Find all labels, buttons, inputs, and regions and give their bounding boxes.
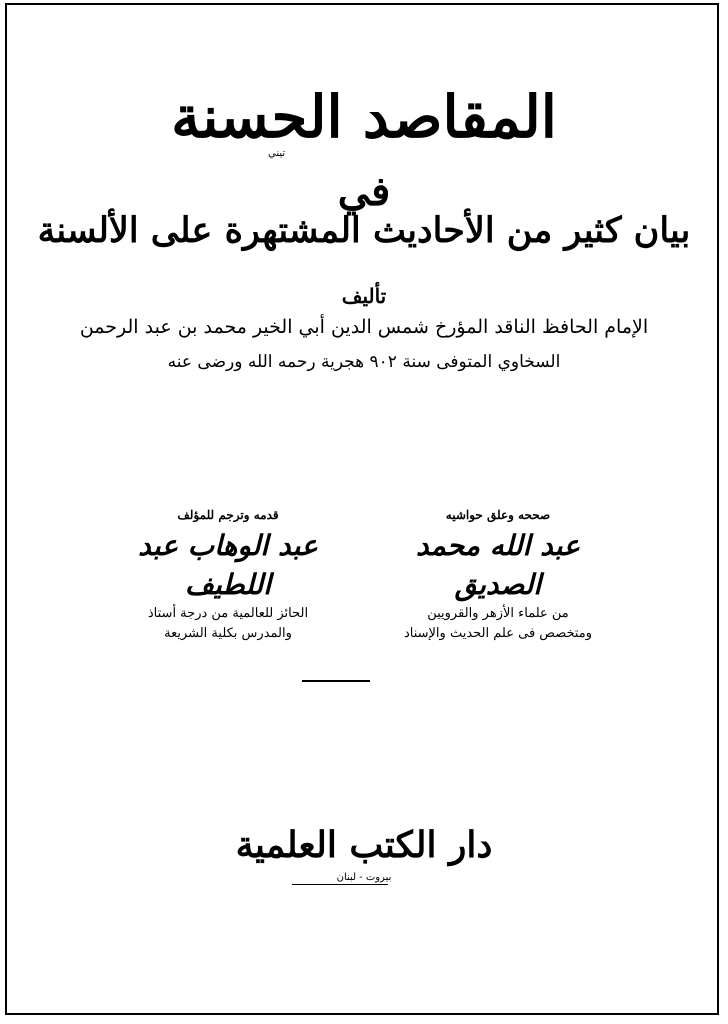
author-line-1: الإمام الحافظ الناقد المؤرخ شمس الدين أبي الخير محمد بن عبد الرحمن [79,316,649,338]
title-connector: في [337,168,391,215]
introducer-block [98,508,358,643]
publisher-underline [292,884,388,885]
editor-name: عبد الله محمد الصديق [416,529,580,602]
authorship-label: تأليف [341,284,387,308]
editor-desc-1: من علماء الأزهر والقرويين [427,606,569,622]
introducer-role: قدمه وترجم للمؤلف [177,508,279,522]
book-subtitle: بيان كثير من الأحاديث المشتهرة على الألسنة [37,210,691,251]
introducer-desc-2: والمدرس بكلية الشريعة [164,625,292,641]
editor-role: صححه وعلق حواشيه [445,508,551,522]
publisher-place: بيروت - لبنان [336,872,392,883]
editor-desc-2: ومتخصص فى علم الحديث والإسناد [403,625,593,641]
book-title: المقاصد الحسنة [171,83,557,151]
introducer-name: عبد الوهاب عبد اللطيف [138,529,318,602]
publisher-name: دار الكتب العلمية [235,824,493,866]
author-line-2: السخاوي المتوفى سنة ٩٠٢ هجرية رحمه الله ورضى عنه [167,352,561,372]
section-divider [302,680,370,682]
introducer-desc-1: الحائز للعالمية من درجة أستاذ [147,606,309,622]
title-mark: تيني [268,148,286,159]
editor-block [368,508,628,643]
